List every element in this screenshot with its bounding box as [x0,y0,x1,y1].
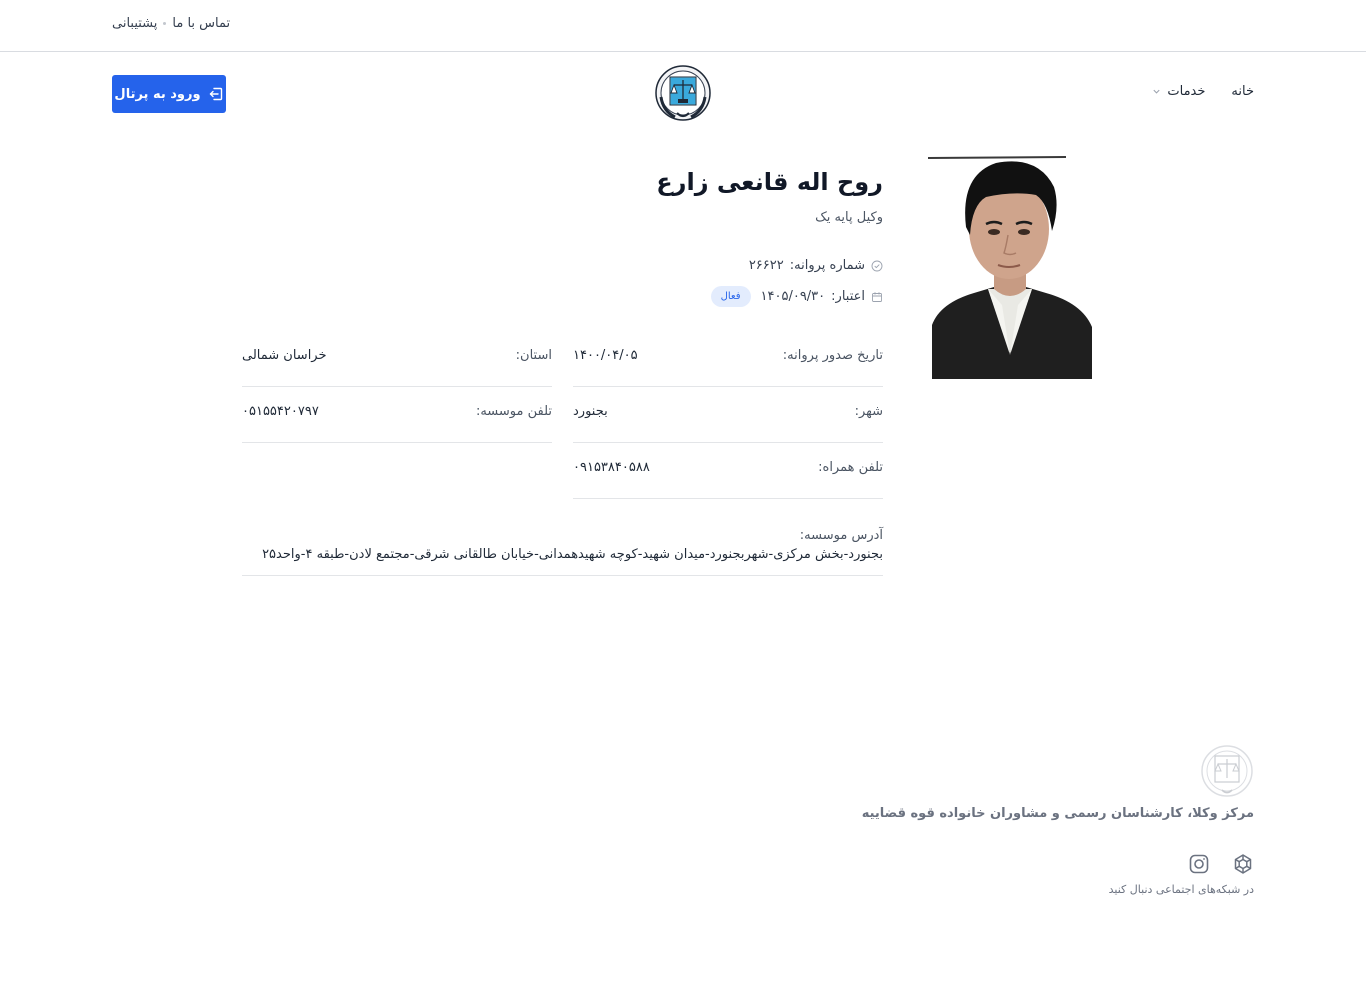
top-links [112,16,230,31]
portal-login-button[interactable] [112,75,226,113]
link-separator [163,22,166,25]
mobile-value: ۰۹۱۵۳۸۴۰۵۸۸ [573,460,650,475]
validity-label: اعتبار: [831,289,865,304]
main-nav [1152,84,1254,99]
issue-date-field [573,340,883,387]
social-links [1188,853,1254,875]
nav-services[interactable] [1152,84,1205,99]
rubika-icon[interactable] [1232,853,1254,875]
city-value: بجنورد [573,404,608,419]
portal-login-label: ورود به پرتال [114,86,201,102]
province-field [242,340,552,387]
nav-services-label: خدمات [1167,84,1206,99]
validity-row [711,286,883,307]
office-phone-value: ۰۵۱۵۵۴۲۰۷۹۷ [242,404,319,419]
lawyer-photo [926,155,1094,381]
license-row [749,258,883,273]
login-icon [208,86,224,102]
check-circle-icon [871,260,883,272]
calendar-icon [871,291,883,303]
status-badge: فعال [711,286,751,307]
follow-text: در شبکه‌های اجتماعی دنبال کنید [1108,883,1254,896]
chevron-down-icon [1152,87,1161,96]
office-phone-field [242,396,552,443]
province-value: خراسان شمالی [242,348,327,363]
lawyer-name: روح اله قانعی زارع [656,168,883,196]
address-field [242,525,883,576]
footer-logo [1199,743,1255,799]
judiciary-logo[interactable] [653,63,713,123]
city-field [573,396,883,443]
nav-home-label: خانه [1231,84,1254,99]
issue-date-label: تاریخ صدور پروانه: [782,348,883,363]
footer-title: مرکز وکلا، کارشناسان رسمی و مشاوران خانواده قوه قضاییه [861,806,1254,821]
license-label: شماره پروانه: [789,258,865,273]
top-bar [0,0,1366,52]
contact-link[interactable]: تماس با ما [172,16,231,31]
license-number: ۲۶۶۲۲ [748,258,784,273]
city-label: شهر: [854,404,883,419]
province-label: استان: [515,348,552,363]
validity-date: ۱۴۰۵/۰۹/۳۰ [760,289,826,304]
address-value: بجنورد-بخش مرکزی-شهربجنورد-میدان شهید-کوچه شهیدهمدانی-خیابان طالقانی شرقی-مجتمع لادن-طبقه ۴-واحد۲۵ [262,547,883,562]
issue-date-value: ۱۴۰۰/۰۴/۰۵ [573,348,638,363]
address-label: آدرس موسسه: [799,528,883,543]
main-header [0,52,1366,136]
office-phone-label: تلفن موسسه: [475,404,552,419]
lawyer-title: وکیل پایه یک [815,210,883,225]
support-link[interactable]: پشتیبانی [112,16,158,31]
instagram-icon[interactable] [1188,853,1210,875]
mobile-label: تلفن همراه: [818,460,883,475]
nav-home[interactable] [1231,84,1254,99]
mobile-field [573,452,883,499]
